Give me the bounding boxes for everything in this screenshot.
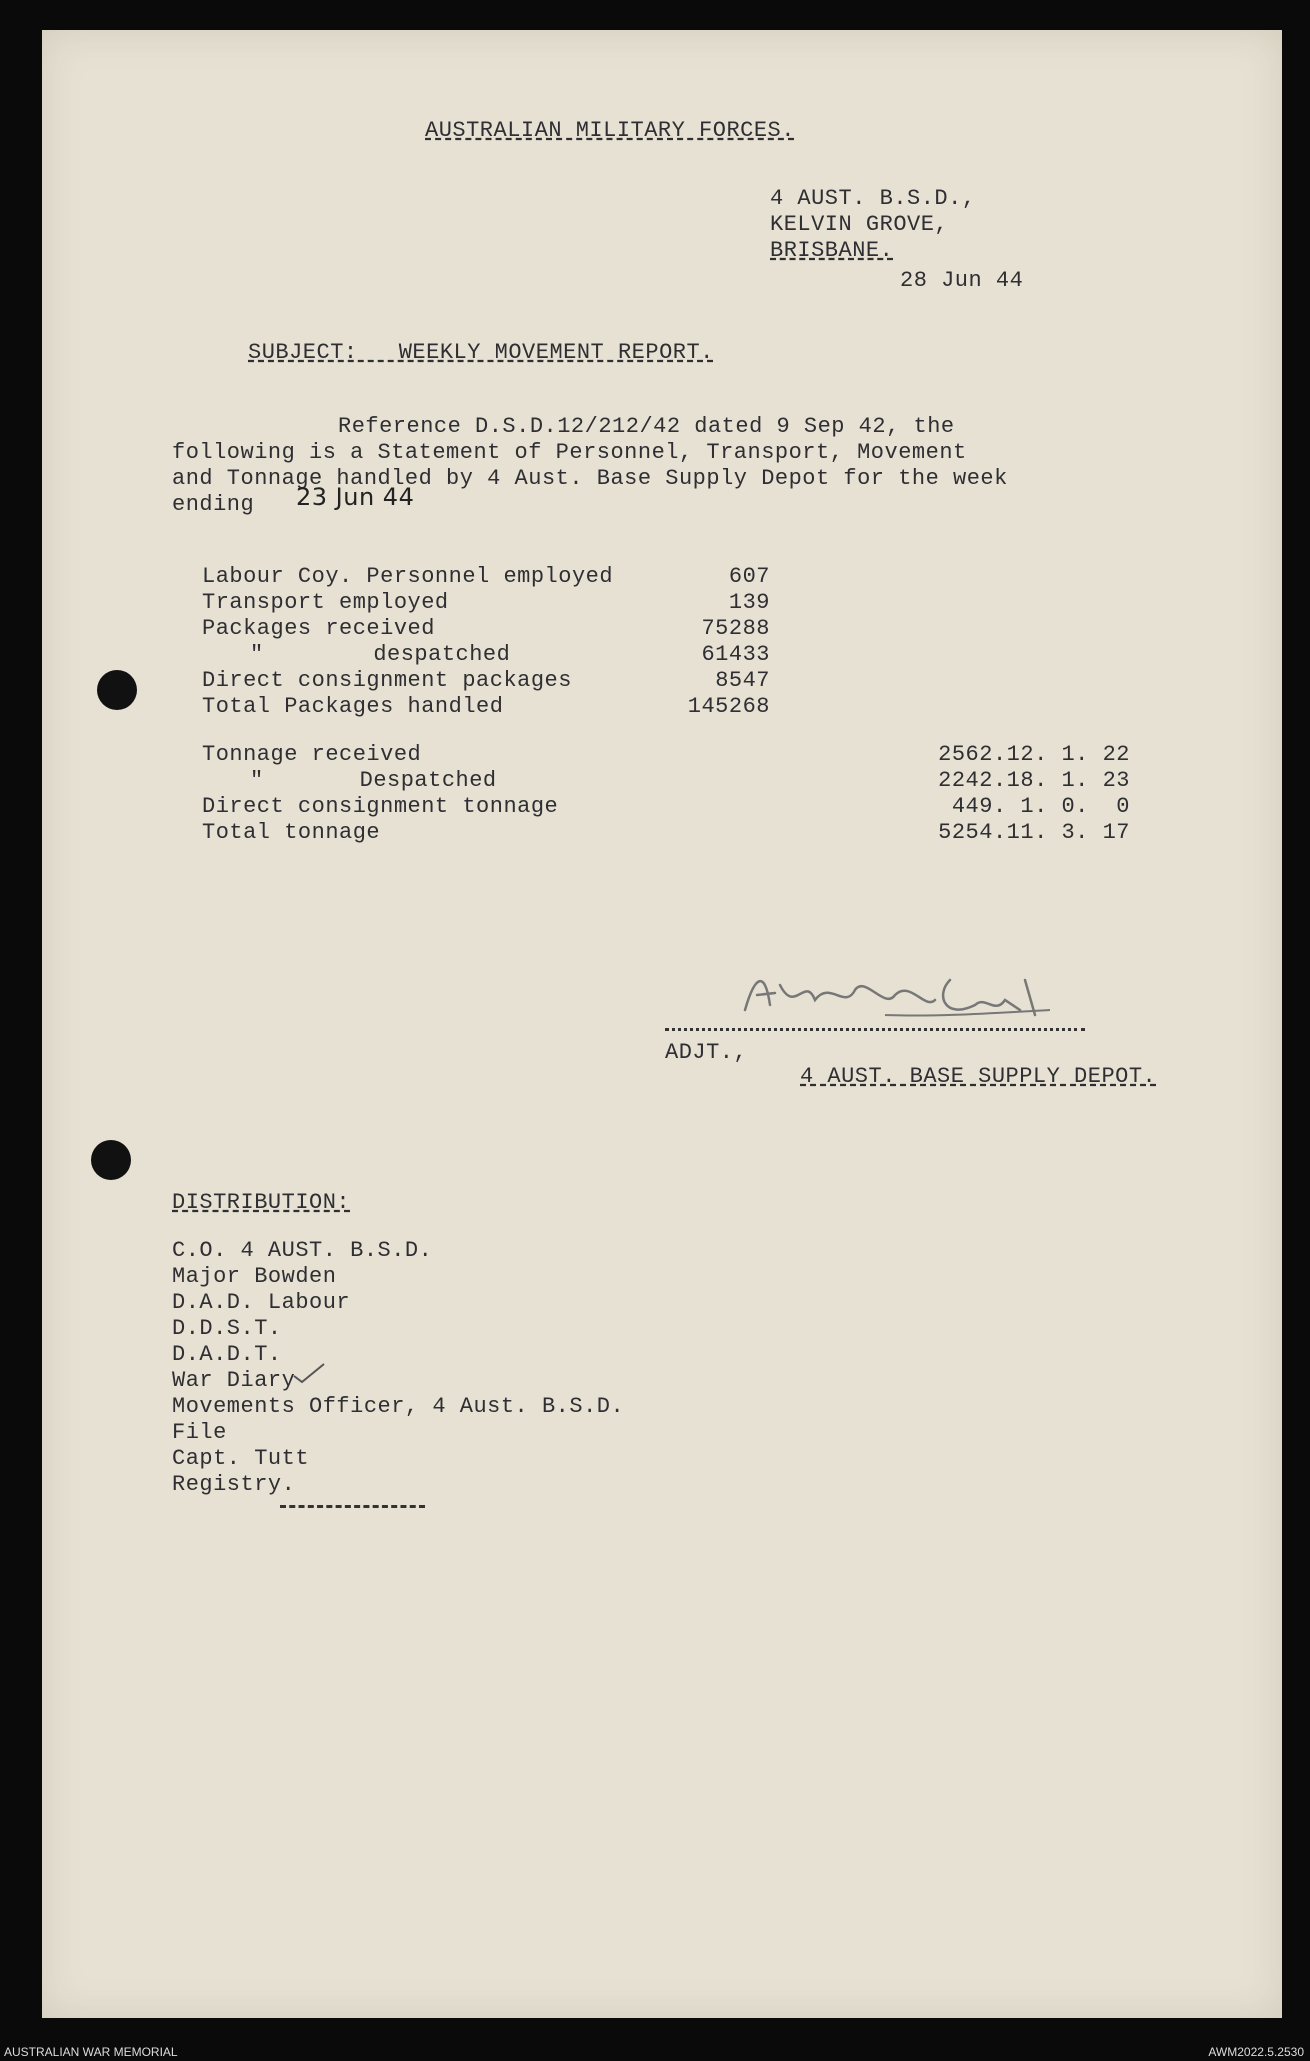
tonnage-label: " Despatched [250,768,497,793]
stat-label: Packages received [202,616,435,641]
stat-label: Total Packages handled [202,694,504,719]
stat-value: 75288 [701,616,770,641]
ending-date-handwritten: 23 Jun 44 [296,483,415,511]
address-line: BRISBANE. [770,238,894,263]
address-line: 4 AUST. B.S.D., [770,186,976,211]
stat-value: 61433 [701,642,770,667]
footer-archive-name: AUSTRALIAN WAR MEMORIAL [4,2045,178,2059]
list-item: D.A.D. Labour [172,1290,351,1315]
footer-accession-number: AWM2022.5.2530 [1208,2045,1304,2059]
list-item: D.D.S.T. [172,1316,282,1341]
tonnage-label: Total tonnage [202,820,381,845]
list-item: File [172,1420,227,1445]
tonnage-value: 2242.18. 1. 23 [938,768,1130,793]
list-item: Capt. Tutt [172,1446,310,1471]
distribution-heading: DISTRIBUTION: [172,1190,351,1215]
list-item: C.O. 4 AUST. B.S.D. [172,1238,433,1263]
subject-line: SUBJECT: WEEKLY MOVEMENT REPORT. [248,340,714,365]
body-line: and Tonnage handled by 4 Aust. Base Supply Depot for the week [172,466,1008,491]
stat-value: 145268 [687,694,770,719]
list-item: War Diary [172,1368,296,1393]
body-line: following is a Statement of Personnel, Transport, Movement [172,440,967,465]
tonnage-value: 2562.12. 1. 22 [938,742,1130,767]
punch-hole [91,1140,131,1180]
stat-label: Transport employed [202,590,449,615]
signature-line [665,1028,1085,1031]
punch-hole [97,670,137,710]
handwritten-signature [735,965,1060,1025]
stat-value: 8547 [715,668,770,693]
document-date: 28 Jun 44 [900,268,1024,293]
stat-value: 607 [728,564,770,589]
signatory-unit: 4 AUST. BASE SUPPLY DEPOT. [800,1064,1157,1089]
list-item: Major Bowden [172,1264,337,1289]
list-item: Movements Officer, 4 Aust. B.S.D. [172,1394,625,1419]
tonnage-value: 5254.11. 3. 17 [938,820,1130,845]
tonnage-label: Direct consignment tonnage [202,794,559,819]
body-line: Reference D.S.D.12/212/42 dated 9 Sep 42, the [338,414,955,439]
tonnage-label: Tonnage received [202,742,422,767]
stat-label: " despatched [250,642,511,667]
stat-label: Direct consignment packages [202,668,572,693]
list-item: D.A.D.T. [172,1342,282,1367]
stat-label: Labour Coy. Personnel employed [202,564,614,589]
list-end-rule [280,1505,425,1508]
tonnage-value: 449. 1. 0. 0 [951,794,1130,819]
address-line: KELVIN GROVE, [770,212,949,237]
list-item: Registry. [172,1472,296,1497]
document-page [42,30,1282,2018]
checkmark-icon [290,1358,330,1388]
document-title: AUSTRALIAN MILITARY FORCES. [425,118,795,143]
signatory-title: ADJT., [665,1040,748,1065]
stat-value: 139 [728,590,770,615]
body-line: ending [172,492,255,517]
